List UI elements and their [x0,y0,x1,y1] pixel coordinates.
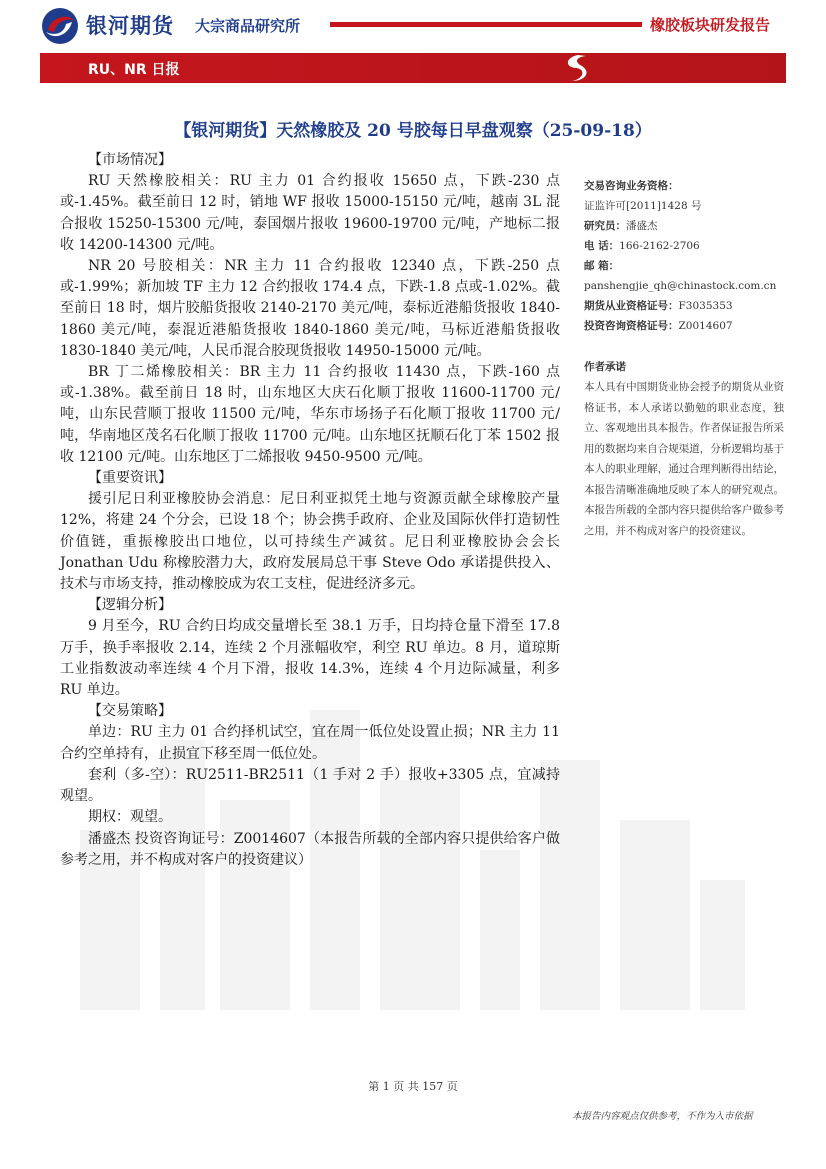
phone-label: 电 话： [584,240,620,252]
banner-title: RU、NR 日报 [88,62,180,78]
futures-cert-label: 期货从业资格证号： [584,300,679,312]
email-label: 邮 箱： [584,260,620,272]
galaxy-logo-icon [38,6,82,46]
market-ru-paragraph: RU 天然橡胶相关：RU 主力 01 合约报收 15650 点，下跌-230 点或-1.45%。截至前日 12 时，销地 WF 报收 15000-15150 元/吨，越南 3L 混合报收 15250-15300 元/吨，泰国烟片报收 19600-19700 元/吨，产地标二报收 14200-14300 元/吨。 [60,173,560,253]
institute-name: 大宗商品研究所 [195,17,301,35]
header-divider [330,22,642,27]
analyst-disclaimer-paragraph: 潘盛杰 投资咨询证号：Z0014607（本报告所载的全部内容只提供给客户做参考之用，并不构成对客户的投资建议） [60,830,560,868]
phone-value: 166-2162-2706 [619,240,700,252]
page-number: 第 1 页 共 157 页 [368,1080,458,1093]
invest-cert-label: 投资咨询资格证号： [584,320,679,332]
footer-disclaimer: 本报告内容观点仅供参考，不作为入市依据 [572,1111,753,1122]
invest-cert-value: Z0014607 [678,320,733,332]
market-section-heading: 【市场情况】 [88,152,172,168]
strategy-section-heading: 【交易策略】 [88,703,172,720]
qualification-label: 交易咨询业务资格： [584,180,679,192]
strategy-single-paragraph: 单边：RU 主力 01 合约择机试空，宜在周一低位处设置止损；NR 主力 11 合约空单持有，止损宜下移至周一低位处。 [60,724,560,762]
researcher-name: 潘盛杰 [626,220,658,232]
author-promise-heading: 作者承诺 [584,361,626,373]
strategy-arbitrage-paragraph: 套利（多-空）：RU2511-BR2511（1 手对 2 手）报收+3305 点，宜减持观望。 [60,766,560,805]
email-value[interactable]: panshengjie_qh@chinastock.com.cn [584,280,777,292]
main-content [60,150,560,871]
futures-cert-value: F3035353 [678,300,733,312]
logic-paragraph: 9 月至今，RU 合约日均成交量增长至 38.1 万手，日均持仓量下滑至 17.8 万手，换手率报收 2.14，连续 2 个月涨幅收窄，利空 RU 单边。8 月，道琼斯工业指数波动率连续 4 个月下滑，报收 14.3%，连续 4 个月边际减量，利多 RU 单边。 [60,618,560,699]
analyst-sidebar [584,176,784,541]
banner-swoosh-icon [556,53,600,83]
market-br-paragraph: BR 丁二烯橡胶相关：BR 主力 11 合约报收 11430 点，下跌-160 点或-1.38%。截至前日 18 时，山东地区大庆石化顺丁报收 11600-11700 元/吨，山东民营顺丁报收 11500 元/吨，华东市场扬子石化顺丁报收 11700 元/吨，华南地区茂名石化顺丁报收 11700 元/吨。山东地区抚顺石化丁苯 1502 报收 12100 元/吨。山东地区丁二烯报收 9450-9500 元/吨。 [60,364,560,465]
strategy-options-paragraph: 期权：观望。 [88,809,172,826]
brand-name: 银河期货 [86,14,174,38]
qualification-value: 证监许可[2011]1428 号 [584,200,702,212]
news-section-heading: 【重要资讯】 [88,470,172,487]
report-type: 橡胶板块研发报告 [650,16,771,34]
market-nr-paragraph: NR 20 号胶相关：NR 主力 11 合约报收 12340 点，下跌-250 点或-1.99%；新加坡 TF 主力 12 合约报收 174.4 点，下跌-1.8 点或-1.02%。截至前日 18 时，烟片胶船货报收 2140-2170 美元/吨，泰标近港船货报收 1840-1860 美元/吨，泰混近港船货报收 1840-1860 美元/吨，马标近港船货报收 1830-1840 美元/吨，人民币混合胶现货报收 14950-15000 元/吨。 [60,258,560,359]
report-title: 【银河期货】天然橡胶及 20 号胶每日早盘观察（25-09-18） [174,121,652,141]
researcher-label: 研究员： [584,220,626,232]
author-promise-text: 本人具有中国期货业协会授予的期货从业资格证书，本人承诺以勤勉的职业态度，独立、客观地出具本报告。作者保证报告所采用的数据均来自合规渠道，分析逻辑均基于本人的职业理解，通过合理判断得出结论，本报告清晰准确地反映了本人的研究观点。本报告所载的全部内容只提供给客户做参考之用，并不构成对客户的投资建议。 [584,381,784,537]
logic-section-heading: 【逻辑分析】 [88,597,172,614]
news-paragraph: 援引尼日利亚橡胶协会消息：尼日利亚拟凭土地与资源贡献全球橡胶产量 12%，将建 24 个分会，已设 18 个；协会携手政府、企业及国际伙伴打造韧性价值链，重振橡胶出口地位，以可持续生产减贫。尼日利亚橡胶协会会长 Jonathan Udu 称橡胶潜力大，政府发展局总干事 Steve Odo 承诺提供投入、技术与市场支持，推动橡胶成为农工支柱，促进经济多元。 [60,491,560,593]
